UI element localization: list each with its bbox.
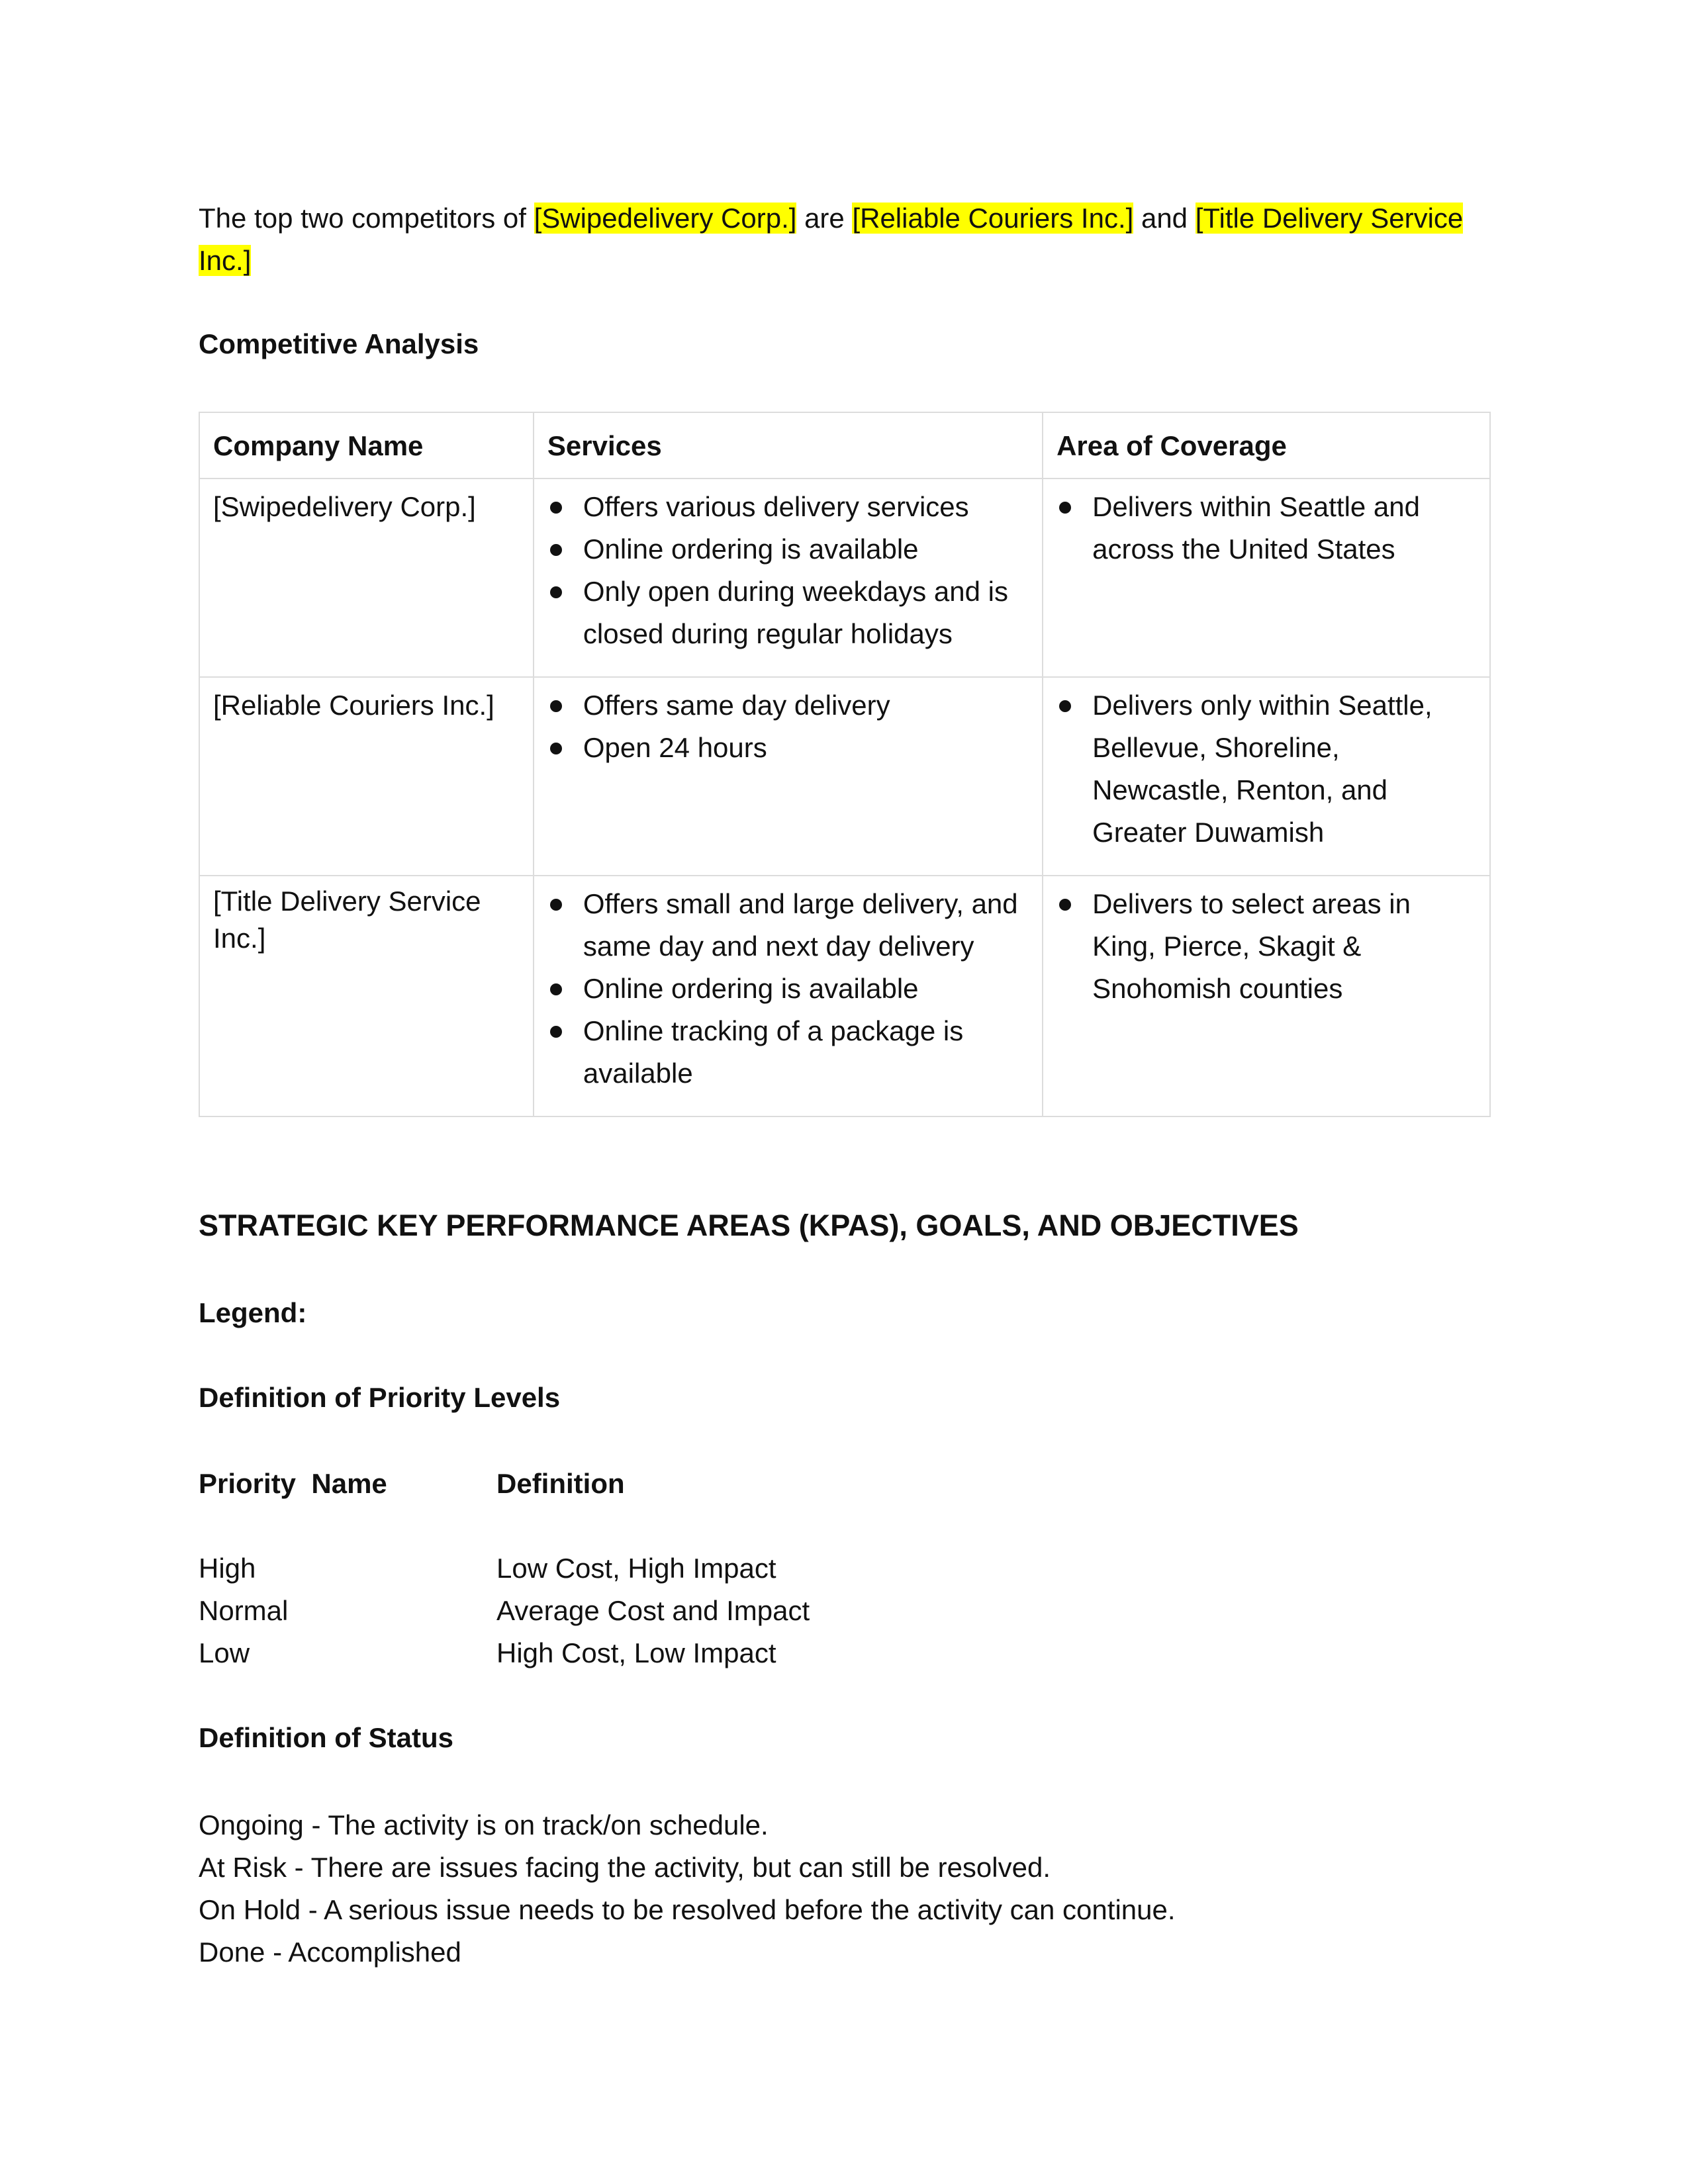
intro-connector-are: are	[796, 203, 853, 234]
status-definition-heading: Definition of Status	[199, 1722, 453, 1753]
status-definitions-list	[199, 1804, 1176, 1974]
services-list	[547, 883, 1029, 1095]
intro-prefix: The top two competitors of	[199, 203, 534, 234]
coverage-cell	[1043, 876, 1490, 1116]
intro-connector-and: and	[1133, 203, 1196, 234]
legend-label: Legend:	[199, 1297, 307, 1328]
header-area-of-coverage: Area of Coverage	[1043, 412, 1490, 478]
priority-definition: High Cost, Low Impact	[496, 1637, 776, 1668]
competitive-analysis-table	[199, 412, 1491, 1117]
list-item: Delivers only within Seattle, Bellevue, Shoreline, Newcastle, Renton, and Greater Duwamish	[1056, 684, 1476, 854]
company-cell: [Title Delivery Service Inc.]	[199, 876, 534, 1116]
services-cell	[534, 876, 1043, 1116]
header-company-name: Company Name	[199, 412, 534, 478]
list-item: Offers small and large delivery, and same day and next day delivery	[547, 883, 1029, 968]
highlight-company-self: [Swipedelivery Corp.]	[534, 203, 797, 234]
priority-definition: Average Cost and Impact	[496, 1595, 810, 1626]
highlight-competitor-1: [Reliable Couriers Inc.]	[852, 203, 1134, 234]
table-header-row	[199, 412, 1490, 478]
priority-name: High	[199, 1553, 256, 1584]
definition-header: Definition	[496, 1468, 625, 1499]
list-item: Delivers within Seattle and across the United States	[1056, 486, 1476, 570]
services-list	[547, 684, 1029, 769]
list-item: Ongoing - The activity is on track/on schedule.	[199, 1809, 769, 1841]
list-item: At Risk - There are issues facing the activity, but can still be resolved.	[199, 1852, 1051, 1883]
list-item: Online ordering is available	[547, 968, 1029, 1010]
header-services: Services	[534, 412, 1043, 478]
priority-name: Low	[199, 1637, 250, 1668]
list-item: Only open during weekdays and is closed during regular holidays	[547, 570, 1029, 655]
strategic-kpas-heading: STRATEGIC KEY PERFORMANCE AREAS (KPAS), GOALS, AND OBJECTIVES	[199, 1208, 1299, 1242]
competitive-analysis-heading: Competitive Analysis	[199, 328, 479, 359]
services-cell	[534, 677, 1043, 876]
table-row	[199, 677, 1490, 876]
list-item: On Hold - A serious issue needs to be resolved before the activity can continue.	[199, 1894, 1176, 1925]
list-item: Offers various delivery services	[547, 486, 1029, 528]
document-page	[199, 0, 1491, 2184]
priority-name: Normal	[199, 1595, 289, 1626]
coverage-list	[1056, 486, 1476, 570]
highlight-competitor-2: [Title Delivery Service Inc.]	[199, 203, 1464, 276]
coverage-cell	[1043, 478, 1490, 677]
company-cell: [Reliable Couriers Inc.]	[199, 677, 534, 876]
table-row	[199, 478, 1490, 677]
list-item: Online tracking of a package is available	[547, 1010, 1029, 1095]
coverage-list	[1056, 684, 1476, 854]
priority-name-header: Priority Name	[199, 1468, 387, 1499]
company-cell: [Swipedelivery Corp.]	[199, 478, 534, 677]
priority-levels-heading: Definition of Priority Levels	[199, 1382, 561, 1413]
list-item: Open 24 hours	[547, 727, 1029, 769]
list-item: Offers same day delivery	[547, 684, 1029, 727]
coverage-list	[1056, 883, 1476, 1010]
coverage-cell	[1043, 677, 1490, 876]
table-row	[199, 876, 1490, 1116]
list-item: Online ordering is available	[547, 528, 1029, 570]
intro-paragraph	[199, 197, 1491, 282]
list-item: Delivers to select areas in King, Pierce, Skagit & Snohomish counties	[1056, 883, 1476, 1010]
services-list	[547, 486, 1029, 655]
priority-definition: Low Cost, High Impact	[496, 1553, 776, 1584]
services-cell	[534, 478, 1043, 677]
list-item: Done - Accomplished	[199, 1936, 461, 1968]
